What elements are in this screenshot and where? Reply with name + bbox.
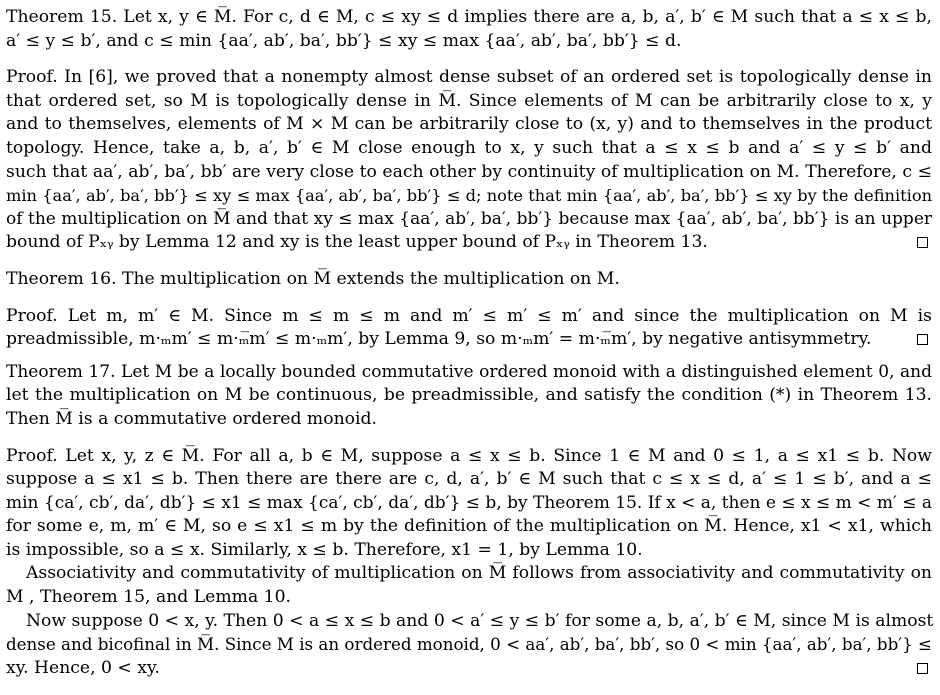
- text-line: Theorem 15. Let x, y ∈ M̅. For c, d ∈ M, c ≤ xy ≤ d implies there are a, b, a′, b′ ∈ M such that a ≤ x ≤ b,: [6, 7, 932, 27]
- text-line: Now suppose 0 < x, y. Then 0 < a ≤ x ≤ b and 0 < a′ ≤ y ≤ b′ for some a, b, a′, b′ ∈ M, since M is almost: [26, 610, 934, 631]
- text-line: is impossible, so a ≤ x. Similarly, x ≤ b. Therefore, x1 = 1, by Lemma 10.: [6, 539, 643, 560]
- qed-box-icon: [917, 663, 928, 674]
- text-line: min {ca′, cb′, da′, db′} ≤ x1 ≤ max {ca′, cb′, da′, db′} ≤ b, by Theorem 15. If x < a, then e ≤ x ≤ m < m′ ≤ a: [6, 492, 932, 513]
- text-line: of the multiplication on M̅ and that xy ≤ max {aa′, ab′, ba′, bb′} because max {aa′, ab′, ba′, bb′} is an upper: [6, 208, 932, 229]
- text-line-last: [6, 328, 932, 352]
- theorem-15: [6, 6, 932, 53]
- theorem-17: [6, 361, 932, 432]
- qed-box-icon: [917, 334, 928, 345]
- text-line: min {aa′, ab′, ba′, bb′} ≤ xy ≤ max {aa′, ab′, ba′, bb′} ≤ d; note that min {aa′, ab′, ba′, bb′} ≤ xy by the definition: [6, 186, 932, 206]
- text-line: Proof. Let m, m′ ∈ M. Since m ≤ m ≤ m and m′ ≤ m′ ≤ m′ and since the multiplication on M is: [6, 305, 932, 326]
- text-line: that ordered set, so M is topologically dense in M̅. Since elements of M can be arbitrarily close to x, y: [6, 90, 932, 111]
- qed-box-icon: [917, 237, 928, 248]
- paper-page: [6, 6, 932, 680]
- text-line: bound of Pₓᵧ by Lemma 12 and xy is the least upper bound of Pₓᵧ in Theorem 13.: [6, 232, 708, 253]
- text-line: dense and bicofinal in M̅. Since M is an ordered monoid, 0 < aa′, ab′, ba′, bb′, so 0 < min {aa′, ab′, ba′, bb′} ≤: [6, 634, 932, 655]
- text-line: preadmissible, m·ₘm′ ≤ m·ₘ̅m′ ≤ m·ₘm′, by Lemma 9, so m·ₘm′ = m·ₘ̅m′, by negative antisymmetry.: [6, 329, 872, 350]
- text-line: topology. Hence, take a, b, a′, b′ ∈ M close enough to x, y such that a ≤ x ≤ b and a′ ≤ y ≤ b′ and: [6, 137, 932, 158]
- proof-15: [6, 66, 932, 255]
- text-line: Proof. In [6], we proved that a nonempty almost dense subset of an ordered set is topologically dense in: [6, 67, 932, 88]
- text-line: Then M̅ is a commutative ordered monoid.: [6, 408, 377, 429]
- text-line: Proof. Let x, y, z ∈ M̅. For all a, b ∈ M, suppose a ≤ x ≤ b. Since 1 ∈ M and 0 ≤ 1, a ≤ x1 ≤ b. Now: [6, 445, 932, 466]
- theorem-16: [6, 268, 932, 292]
- text-line: M , Theorem 15, and Lemma 10.: [6, 587, 291, 608]
- text-line: such that aa′, ab′, ba′, bb′ are very close to each other by continuity of multiplication on M. Therefore, c ≤: [6, 161, 932, 182]
- text-line-last: [6, 231, 932, 255]
- text-line: suppose a ≤ x1 ≤ b. Then there are there are c, d, a′, b′ ∈ M such that c ≤ x ≤ d, a′ ≤ 1 ≤ b′, and a ≤: [6, 469, 932, 490]
- text-line: and to themselves, elements of M × M can be arbitrarily close to (x, y) and to themselves in the product: [6, 114, 932, 135]
- proof-16: [6, 305, 932, 352]
- text-line: Theorem 16. The multiplication on M̅ extends the multiplication on M.: [6, 268, 620, 289]
- text-line: Theorem 17. Let M be a locally bounded commutative ordered monoid with a distinguished element 0, and: [6, 361, 932, 382]
- text-line: for some e, m, m′ ∈ M, so e ≤ x1 ≤ m by the definition of the multiplication on M̅. Hence, x1 < x1, which: [6, 516, 932, 537]
- text-line-last: [6, 657, 932, 681]
- text-line: Associativity and commutativity of multiplication on M̅ follows from associativity and commutativity on: [26, 563, 932, 584]
- text-line: a′ ≤ y ≤ b′, and c ≤ min {aa′, ab′, ba′, bb′} ≤ xy ≤ max {aa′, ab′, ba′, bb′} ≤ d.: [6, 30, 682, 51]
- text-line: xy. Hence, 0 < xy.: [6, 657, 160, 678]
- proof-17: [6, 445, 932, 681]
- text-line: let the multiplication on M be continuous, be preadmissible, and satisfy the condition (*) in Theorem 13.: [6, 385, 932, 406]
